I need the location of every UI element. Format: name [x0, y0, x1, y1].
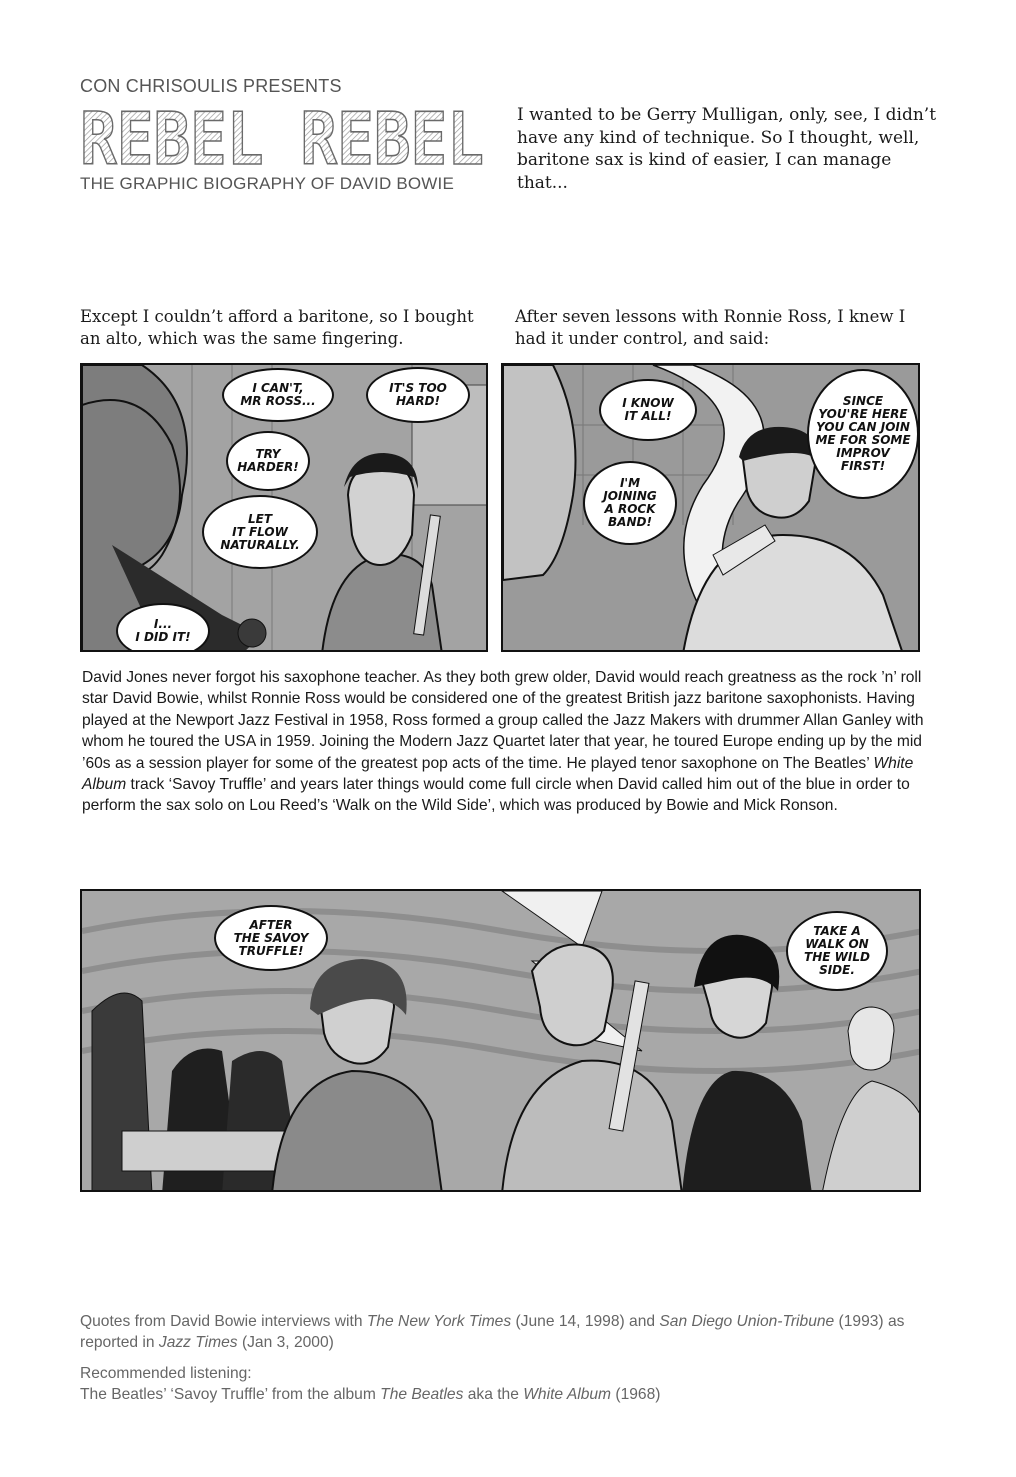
caption-right: After seven lessons with Ronnie Ross, I knew I had it under control, and said:: [515, 307, 906, 348]
subtitle: THE GRAPHIC BIOGRAPHY OF DAVID BOWIE: [80, 174, 455, 193]
speech-bubble: I KNOW IT ALL!: [599, 379, 697, 441]
comic-panel-2: [501, 363, 920, 652]
speech-bubble: IT'S TOO HARD!: [366, 367, 470, 423]
recommended-listening: [80, 1363, 940, 1405]
title-text: REBEL REBEL: [80, 106, 484, 172]
comic-panel-1: [80, 363, 488, 652]
source-jazz-times: Jazz Times: [158, 1334, 238, 1351]
presents-line: CON CHRISOULIS PRESENTS: [80, 76, 342, 96]
body-album-title: White Album: [82, 754, 914, 794]
footer-text: (1968): [611, 1386, 661, 1403]
quote-sources: [80, 1311, 940, 1353]
speech-bubble: I'M JOINING A ROCK BAND!: [583, 461, 677, 545]
speech-bubble: LET IT FLOW NATURALLY.: [202, 495, 318, 569]
footer-text: (June 14, 1998) and: [511, 1313, 660, 1330]
footer-text: aka the: [463, 1386, 524, 1403]
recommended-label: Recommended listening:: [80, 1365, 252, 1382]
caption-left: Except I couldn’t afford a baritone, so I bought an alto, which was the same fingering.: [80, 307, 474, 348]
speech-bubble: TRY HARDER!: [226, 431, 310, 491]
title-logo: [80, 106, 488, 172]
footer-text: The Beatles’ ‘Savoy Truffle’ from the album: [80, 1386, 381, 1403]
comic-panel-3: [80, 889, 921, 1192]
opening-quote: I wanted to be Gerry Mulligan, only, see, I didn’t have any kind of technique. So I thought, well, baritone sax is kind of easier, I can manage that...: [517, 105, 937, 193]
body-part-1: David Jones never forgot his saxophone teacher. As they both grew older, David would reach greatness as the rock ’n’ roll star David Bowie, whilst Ronnie Ross would be considered one of the greatest British jazz baritone saxophonists. Having played at the Newport Jazz Festival in 1958, Ross formed a group called the Jazz Makers with drummer Allan Ganley with whom he toured the USA in 1959. Joining the Modern Jazz Quartet later that year, he toured Europe ending up by the mid ’60s as a session player for some of the greatest pop acts of the time. He played tenor saxophone on The Beatles’: [82, 669, 924, 772]
body-part-2: track ‘Savoy Truffle’ and years later things would come full circle when David called him out of the blue in order to perform the sax solo on Lou Reed’s ‘Walk on the Wild Side’, which was produced by Bowie and Mick Ronson.: [82, 776, 910, 815]
footer-text: (Jan 3, 2000): [237, 1334, 334, 1351]
footer-text: (1993) as reported in: [80, 1313, 905, 1351]
album-white-album: White Album: [523, 1386, 612, 1403]
album-the-beatles: The Beatles: [380, 1386, 464, 1403]
footer-text: Quotes from David Bowie interviews with: [80, 1313, 367, 1330]
body-text: [82, 667, 942, 817]
speech-bubble: I CAN'T, MR ROSS...: [222, 368, 334, 422]
source-sdu: San Diego Union-Tribune: [659, 1313, 835, 1330]
speech-bubble: I... I DID IT!: [116, 603, 210, 652]
speech-bubble: TAKE A WALK ON THE WILD SIDE.: [786, 911, 888, 991]
speech-bubble: AFTER THE SAVOY TRUFFLE!: [214, 905, 328, 971]
source-nyt: The New York Times: [366, 1313, 512, 1330]
speech-bubble: SINCE YOU'RE HERE YOU CAN JOIN ME FOR SOME IMPROV FIRST!: [807, 369, 919, 499]
